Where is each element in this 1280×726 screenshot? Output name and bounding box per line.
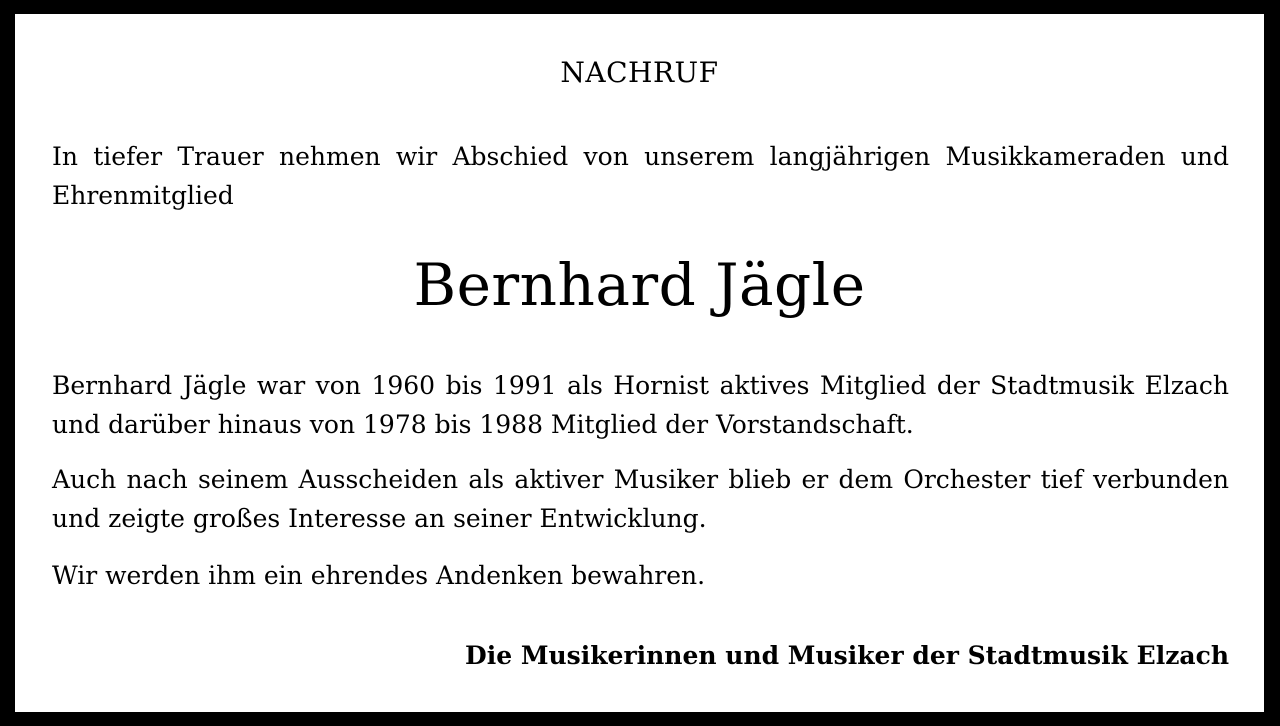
notice-heading: NACHRUF	[560, 56, 719, 89]
signature-line: Die Musikerinnen und Musiker der Stadtmusik Elzach	[465, 641, 1229, 670]
paragraph-membership: Bernhard Jägle war von 1960 bis 1991 als Hornist aktives Mitglied der Stadtmusik Elzach und darüber hinaus von 1978 bis 1988 Mitglied der Vorstandschaft.	[52, 371, 1229, 439]
paragraph-connection: Auch nach seinem Ausscheiden als aktiver Musiker blieb er dem Orchester tief verbunden und zeigte großes Interesse an seiner Entwicklung.	[52, 465, 1229, 533]
intro-text: In tiefer Trauer nehmen wir Abschied von unserem langjährigen Musikkameraden und Ehrenmitglied	[52, 142, 1229, 210]
deceased-name: Bernhard Jägle	[413, 251, 866, 319]
obituary-notice	[15, 14, 1264, 712]
paragraph-remembrance: Wir werden ihm ein ehrendes Andenken bewahren.	[52, 561, 706, 590]
